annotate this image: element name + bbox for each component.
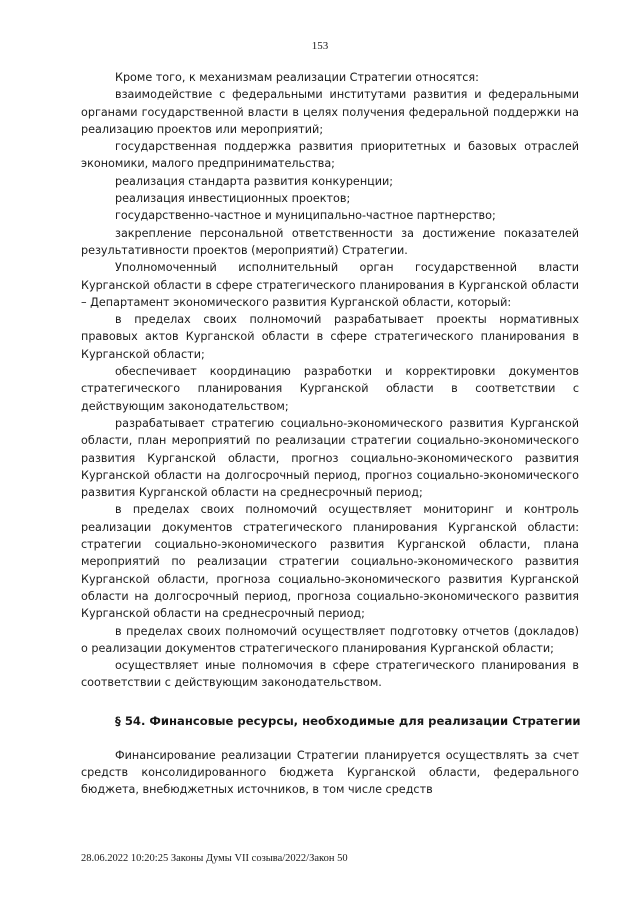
- paragraph: Уполномоченный исполнительный орган государственной власти Курганской области в сфере стратегического планирования в Курганской области – Департамент экономического развития Курганской области, который:: [81, 261, 579, 309]
- paragraph: Кроме того, к механизмам реализации Стратегии относятся:: [115, 71, 479, 84]
- page-number: 153: [311, 40, 329, 52]
- paragraph: взаимодействие с федеральными институтами развития и федеральными органами государственной власти в целях получения федеральной поддержки на реализацию проектов или мероприятий;: [81, 88, 579, 136]
- paragraph: разрабатывает стратегию социально-экономического развития Курганской области, план мероприятий по реализации стратегии социально-экономического развития Курганской области, прогноз социально-экономического развития Курганской области на долгосрочный период, прогноз социально-экономического развития Курганской области на среднесрочный период;: [81, 416, 579, 500]
- paragraph: государственная поддержка развития приоритетных и базовых отраслей экономики, малого предпринимательства;: [81, 140, 579, 171]
- section-heading: § 54. Финансовые ресурсы, необходимые для реализации Стратегии: [115, 713, 581, 728]
- paragraph: в пределах своих полномочий осуществляет подготовку отчетов (докладов) о реализации документов стратегического планирования Курганской области;: [81, 624, 579, 655]
- paragraph: в пределах своих полномочий разрабатывает проекты нормативных правовых актов Курганской области в сфере стратегического планирования в Курганской области;: [81, 313, 579, 361]
- paragraph: обеспечивает координацию разработки и корректировки документов стратегического планирования Курганской области в соответствии с действующим законодательством;: [81, 365, 579, 413]
- paragraph: государственно-частное и муниципально-частное партнерство;: [115, 209, 496, 223]
- paragraph: осуществляет иные полномочия в сфере стратегического планирования в соответствии с действующим законодательством.: [81, 659, 579, 690]
- paragraph: реализация инвестиционных проектов;: [115, 192, 351, 206]
- paragraph: Финансирование реализации Стратегии планируется осуществлять за счет средств консолидированного бюджета Курганской области, федерального бюджета, внебюджетных источников, в том числе средств: [81, 748, 579, 797]
- footer-registration-stamp: 28.06.2022 10:20:25 Законы Думы VII созыва/2022/Закон 50: [81, 853, 348, 864]
- paragraph: реализация стандарта развития конкуренции;: [115, 174, 394, 188]
- paragraph: в пределах своих полномочий осуществляет мониторинг и контроль реализации документов стратегического планирования Курганской области: стратегии социально-экономического развития Курганской области, плана мероприятий по реализации стратегии социально-экономического развития Курганской области, прогноза социально-экономического развития Курганской области на долгосрочный период, прогноза социально-экономического развития Курганской области на среднесрочный период;: [81, 503, 579, 621]
- paragraph: закрепление персональной ответственности за достижение показателей результативности проектов (мероприятий) Стратегии.: [81, 226, 579, 257]
- document-body: [81, 69, 579, 799]
